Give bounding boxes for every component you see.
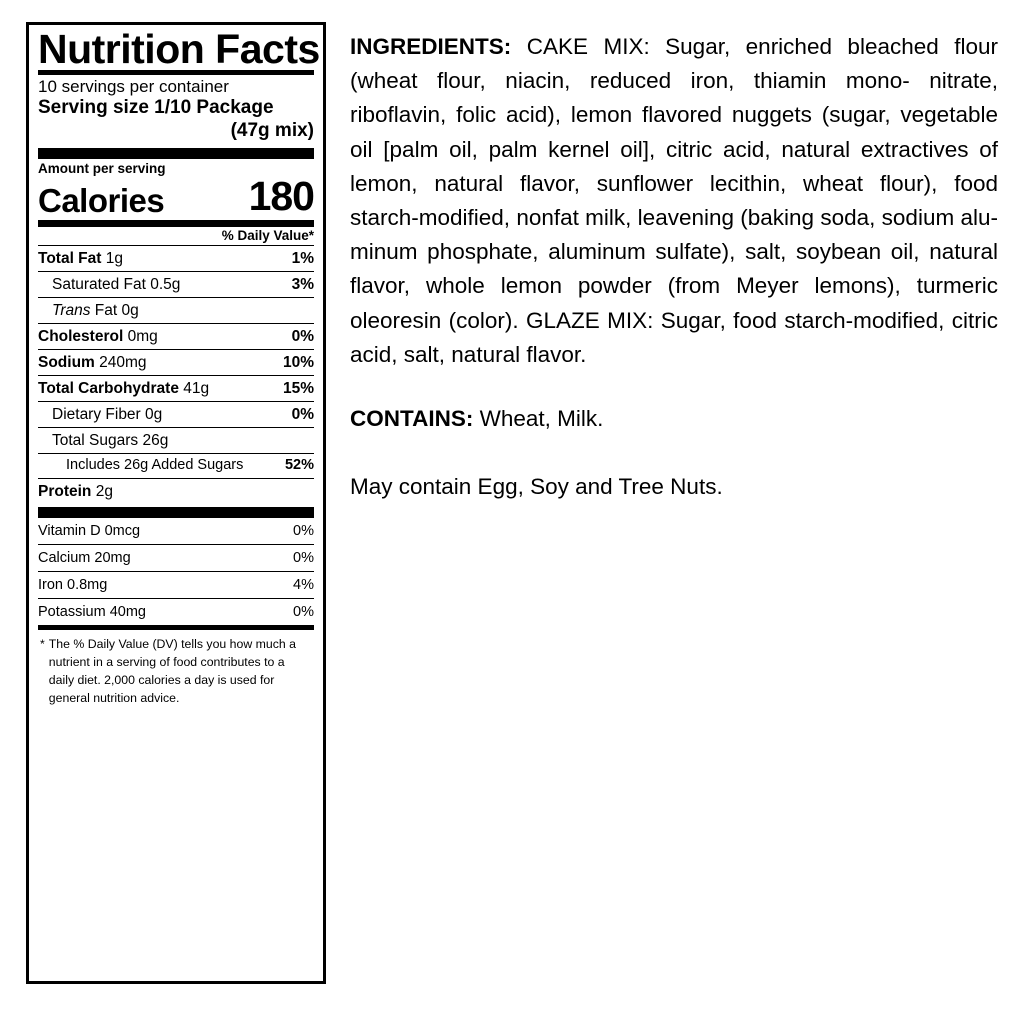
- nutrient-label: Includes 26g Added Sugars: [66, 457, 244, 474]
- nutrient-dv: 1%: [291, 250, 314, 268]
- calories-label: Calories: [38, 182, 165, 220]
- nutrient-amount: 240mg: [99, 354, 147, 372]
- nutrient-amount: Fat 0g: [94, 302, 139, 320]
- may-contain-paragraph: May contain Egg, Soy and Tree Nuts.: [350, 473, 723, 499]
- divider-thick-top: [38, 148, 314, 159]
- nutrient-label: Protein: [38, 483, 92, 501]
- table-row: [38, 598, 314, 625]
- page-title: Nutrition Facts: [38, 26, 320, 72]
- daily-value-footnote: [38, 630, 314, 707]
- vitamin-label: Potassium 40mg: [38, 604, 146, 621]
- footnote-text: The % Daily Value (DV) tells you how much a nutrient in a serving of food contributes to a daily diet. 2,000 calories a day is used for general nutrition advice.: [48, 637, 296, 705]
- ingredients-column: [326, 22, 998, 1024]
- vitamin-dv: 4%: [293, 577, 314, 594]
- nutrient-amount: 41g: [183, 380, 210, 398]
- contains-paragraph: [350, 402, 998, 436]
- nutrient-label: Total Carbohydrate: [38, 380, 179, 398]
- footnote-star: *: [40, 637, 45, 652]
- nutrient-amount: 0.5g: [150, 276, 181, 294]
- table-row: [38, 271, 314, 297]
- calories-value: 180: [248, 173, 314, 220]
- table-row: [38, 375, 314, 401]
- serving-size-row: [38, 97, 314, 120]
- divider-thick-bottom: [38, 507, 314, 518]
- nutrient-label: Trans: [52, 302, 91, 320]
- table-row: [38, 349, 314, 375]
- nutrient-dv: 15%: [282, 380, 314, 398]
- vitamin-dv: 0%: [293, 550, 314, 567]
- calories-row: [38, 173, 314, 220]
- nutrient-label: Saturated Fat: [52, 276, 146, 294]
- table-row: [38, 323, 314, 349]
- contains-text: Wheat, Milk.: [473, 405, 604, 431]
- table-row: [38, 453, 314, 478]
- nutrient-label: Sodium: [38, 354, 95, 372]
- nutrient-dv: 3%: [291, 276, 314, 294]
- nutrient-amount: 26g: [142, 432, 169, 450]
- nutrient-dv: 10%: [282, 354, 314, 372]
- nutrient-amount: 2g: [95, 483, 113, 501]
- table-row: [38, 518, 314, 544]
- vitamin-label: Vitamin D 0mcg: [38, 523, 141, 540]
- nutrient-dv: 0%: [291, 406, 314, 424]
- table-row: [38, 401, 314, 427]
- amount-per-serving-label: Amount per serving: [38, 161, 166, 177]
- table-row: [38, 478, 314, 504]
- ingredients-text: CAKE MIX: Sugar, enriched bleached flour (wheat flour, niacin, reduced iron, thiamin mono- nitrate, riboflavin, folic acid), lemon flavored nuggets (sugar, vegetable oil [palm oil, palm kernel oil], citric acid, natural extractives of lemon, natural flavor, sunflower lecithin, wheat flour), food starch-modified, nonfat milk, leavening (baking soda, sodium alu- minum phosphate, aluminum sulfate), salt, soybean oil, natural flavor, whole lemon powder (from Meyer lemons), turmeric oleoresin (color). GLAZE MIX: Sugar, food starch-modified, citric acid, salt, natural flavor.: [350, 34, 998, 367]
- nutrient-label: Cholesterol: [38, 328, 124, 346]
- nutrient-label: Dietary Fiber: [52, 406, 141, 424]
- serving-size-value: 1/10 Package: [154, 97, 274, 119]
- ingredients-heading: INGREDIENTS:: [350, 34, 512, 59]
- vitamin-dv: 0%: [293, 604, 314, 621]
- nutrient-amount: 0mg: [127, 328, 158, 346]
- contains-heading: CONTAINS:: [350, 405, 474, 431]
- vitamin-dv: 0%: [293, 523, 314, 540]
- vitamin-label: Calcium 20mg: [38, 550, 131, 567]
- nutrient-amount: 0g: [145, 406, 163, 424]
- serving-size-label: Serving size: [38, 97, 149, 119]
- nutrient-dv: 0%: [291, 328, 314, 346]
- divider-under-calories: [38, 220, 314, 227]
- nutrient-dv: 52%: [284, 457, 314, 474]
- servings-per-container: 10 servings per container: [38, 76, 229, 96]
- nutrient-label: Total Fat: [38, 250, 102, 268]
- vitamin-label: Iron 0.8mg: [38, 577, 108, 594]
- table-row: [38, 544, 314, 571]
- table-row: [38, 571, 314, 598]
- ingredients-paragraph: [350, 30, 998, 372]
- daily-value-header: % Daily Value*: [221, 228, 314, 244]
- nutrient-label: Total Sugars: [52, 432, 139, 450]
- nutrition-facts-panel: [26, 22, 326, 984]
- table-row: [38, 427, 314, 453]
- table-row: [38, 297, 314, 323]
- serving-size-sub: (47g mix): [230, 120, 314, 142]
- nutrient-amount: 1g: [105, 250, 123, 268]
- table-row: [38, 245, 314, 271]
